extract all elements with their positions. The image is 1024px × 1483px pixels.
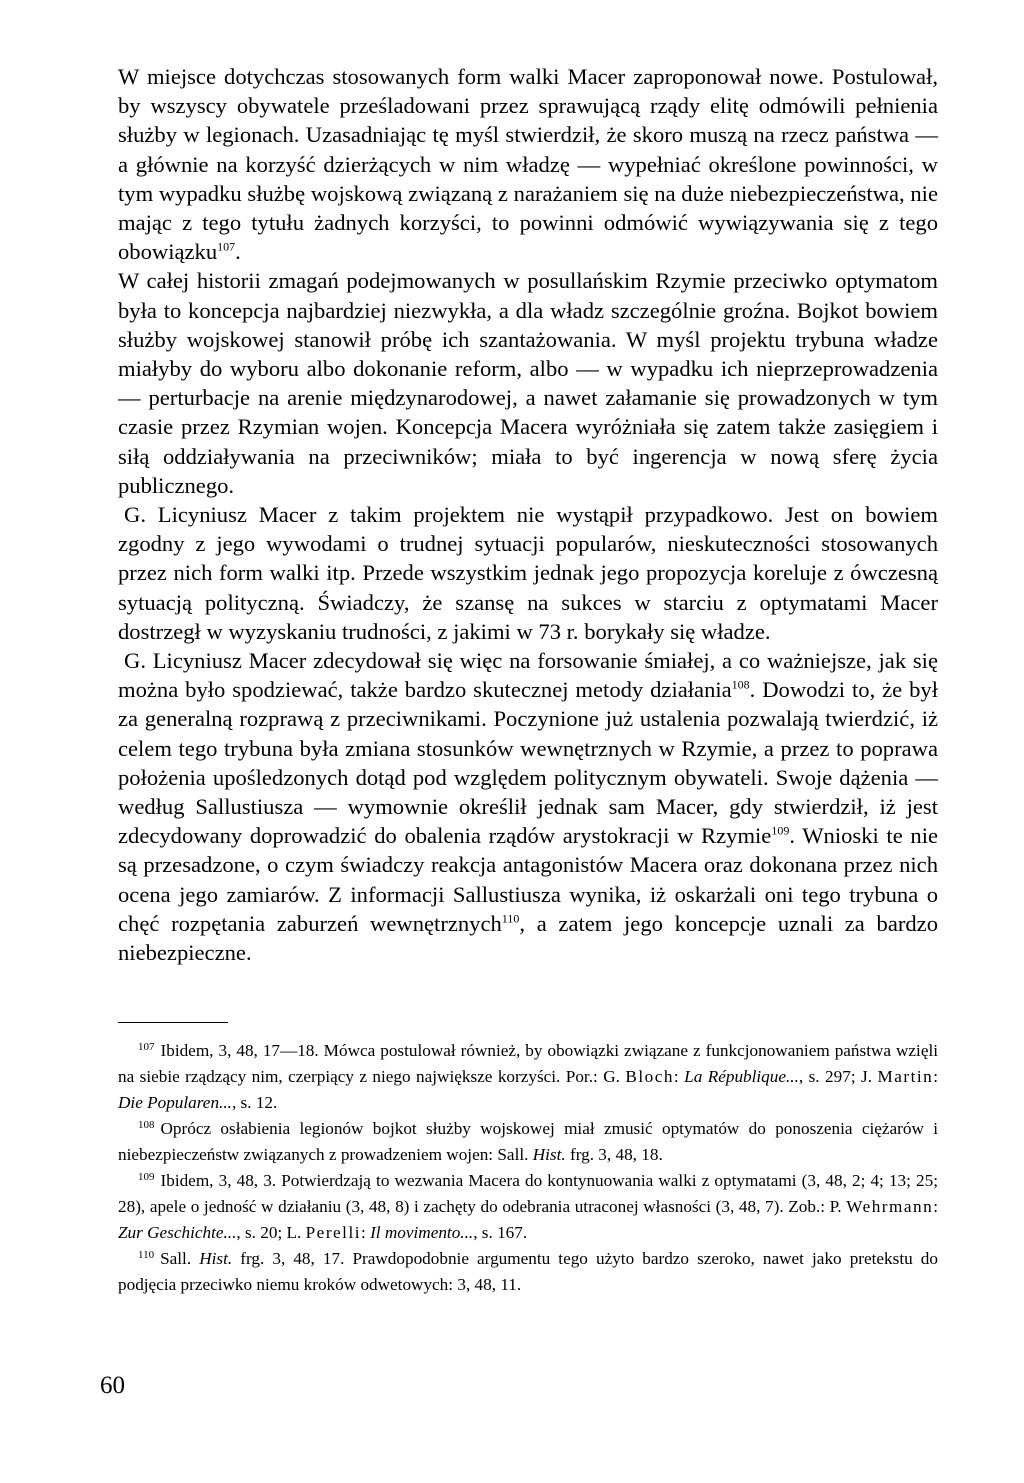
- footnotes: [118, 1038, 938, 1298]
- footnote-107: [118, 1038, 938, 1116]
- footnote-author: Martin: [877, 1067, 934, 1087]
- footnote-110: [118, 1246, 938, 1298]
- footnote-text: , s. 297; J.: [798, 1067, 878, 1087]
- paragraph-1-text: W miejsce dotychczas stosowanych form walki Macer zaproponował nowe. Postulował, by wszyscy obywatele prześladowani przez sprawującą rządy elitę odmówili pełnienia służby w legionach. Uzasadniając tę myśl stwierdził, że skoro muszą na rzecz państwa — a głównie na korzyść dzierżących w nim władzę — wypełniać określone powinności, w tym wypadku służbę wojskową związaną z narażaniem się na duże niebezpieczeństwa, nie mając z tego tytułu żadnych korzyści, to powinni odmówić wywiązywania się z tego obowiązku: [118, 64, 938, 265]
- footnote-number: 107: [138, 1040, 155, 1053]
- footnote-text: frg. 3, 48, 17. Prawdopodobnie argumentu tego użyto bardzo szeroko, nawet jako pretekstu do podjęcia przeciwko niemu kroków odwetowych: 3, 48, 11.: [118, 1249, 938, 1295]
- paragraph-1: [118, 62, 938, 266]
- footnote-text: :: [933, 1067, 938, 1087]
- paragraph-1-end: .: [235, 239, 241, 265]
- paragraph-4: [118, 646, 938, 967]
- paragraph-4-text-c: . Wnioski te nie są przesadzone, o czym świadczy reakcja antagonistów Macera oraz dokonana przez nich ocena jego zamiarów. Z informacji Sallustiusza wynika, iż oskarżali oni tego trybuna o chęć rozpętania zaburzeń wewnętrznych: [118, 823, 938, 936]
- footnote-text: :: [933, 1197, 938, 1217]
- footnote-number: 108: [138, 1118, 155, 1131]
- footnote-number: 110: [138, 1248, 155, 1261]
- paragraph-2: [118, 266, 938, 500]
- footnote-text: , s. 167.: [473, 1223, 528, 1243]
- footnote-title: Hist.: [532, 1145, 566, 1165]
- paragraph-4-text-d: , a zatem jego koncepcje uznali za bardzo niebezpieczne.: [118, 910, 938, 966]
- footnote-text: Oprócz osłabienia legionów bojkot służby wojskowej miał zmusić optymatów do ponoszenia ciężarów i niebezpieczeństw związanych z prowadzeniem wojen: Sall.: [118, 1119, 938, 1165]
- footnote-text: frg. 3, 48, 18.: [565, 1145, 663, 1165]
- paragraph-3: [118, 500, 938, 646]
- footnote-ref-109[interactable]: 109: [771, 823, 790, 838]
- footnote-number: 109: [138, 1170, 155, 1183]
- footnote-ref-110[interactable]: 110: [501, 911, 520, 926]
- footnote-text: , s. 12.: [231, 1093, 278, 1113]
- footnote-text: Ibidem, 3, 48, 3. Potwierdzają to wezwania Macera do kontynuowania walki z optymatami (3, 48, 2; 4; 13; 25; 28), apele o jedność w działaniu (3, 48, 8) i zachęty do odebrania utraconej własności (3, 48, 7). Zob.: P.: [118, 1171, 938, 1217]
- main-text: [118, 62, 938, 967]
- footnote-title: Hist.: [199, 1249, 233, 1269]
- page: [118, 62, 938, 1298]
- footnote-author: Perelli: [305, 1223, 361, 1243]
- footnote-title: Zur Geschichte...: [118, 1223, 237, 1243]
- page-number: 60: [100, 1372, 125, 1399]
- footnote-text: Ibidem, 3, 48, 17—18. Mówca postulował również, by obowiązki związane z funkcjonowaniem państwa wzięli na siebie rządzący nim, czerpiący z niego największe korzyści. Por.: G.: [118, 1041, 938, 1087]
- footnote-divider: [118, 1022, 228, 1023]
- footnote-text: , s. 20; L.: [236, 1223, 306, 1243]
- paragraph-4-text-b: . Dowodzi to, że był za generalną rozprawą z przeciwnikami. Poczynione już ustalenia pozwalają twierdzić, iż celem tego trybuna była zmiana stosunków wewnętrznych w Rzymie, a przez to poprawa położenia upośledzonych dotąd pod względem politycznym obywateli. Swoje dążenia — według Sallustiusza — wymownie określił jednak sam Macer, gdy stwierdził, iż jest zdecydowany doprowadzić do obalenia rządów arystokracji w Rzymie: [118, 677, 938, 849]
- footnote-109: [118, 1168, 938, 1246]
- footnote-title: La République...: [684, 1067, 799, 1087]
- paragraph-4-text-a: G. Licyniusz Macer zdecydował się więc na forsowanie śmiałej, a co ważniejsze, jak się można było spodziewać, także bardzo skutecznej metody działania: [118, 648, 938, 703]
- paragraph-2-text: W całej historii zmagań podejmowanych w posullańskim Rzymie przeciwko optymatom była to koncepcja najbardziej niezwykła, a dla władz szczególnie groźna. Bojkot bowiem służby wojskowej stanowił próbę ich szantażowania. W myśl projektu trybuna władze miałyby do wyboru albo dokonanie reform, albo — w wypadku ich nieprzeprowadzenia — perturbacje na arenie międzynarodowej, a nawet załamanie się prowadzonych w tym czasie przez Rzymian wojen. Koncepcja Macera wyróżniała się zatem także zasięgiem i siłą oddziaływania na przeciwników; miała to być ingerencja w nową sferę życia publicznego.: [118, 268, 938, 498]
- footnote-title: Il movimento...: [370, 1223, 474, 1243]
- footnote-108: [118, 1116, 938, 1168]
- footnote-text: Sall.: [160, 1249, 200, 1269]
- footnote-text: :: [361, 1223, 371, 1243]
- footnote-text: :: [673, 1067, 685, 1087]
- footnote-ref-108[interactable]: 108: [731, 677, 750, 692]
- footnote-ref-107[interactable]: 107: [217, 239, 236, 254]
- footnote-author: Wehrmann: [846, 1197, 934, 1217]
- footnote-title: Die Popularen...: [118, 1093, 232, 1113]
- paragraph-3-text: G. Licyniusz Macer z takim projektem nie wystąpił przypadkowo. Jest on bowiem zgodny z jego wywodami o trudnej sytuacji popularów, nieskuteczności stosowanych przez nich form walki itp. Przede wszystkim jednak jego propozycja koreluje z ówczesną sytuacją polityczną. Świadczy, że szansę na sukces w starciu z optymatami Macer dostrzegł w wyzyskaniu trudności, z jakimi w 73 r. borykały się władze.: [118, 502, 938, 644]
- footnote-author: Bloch: [625, 1067, 674, 1087]
